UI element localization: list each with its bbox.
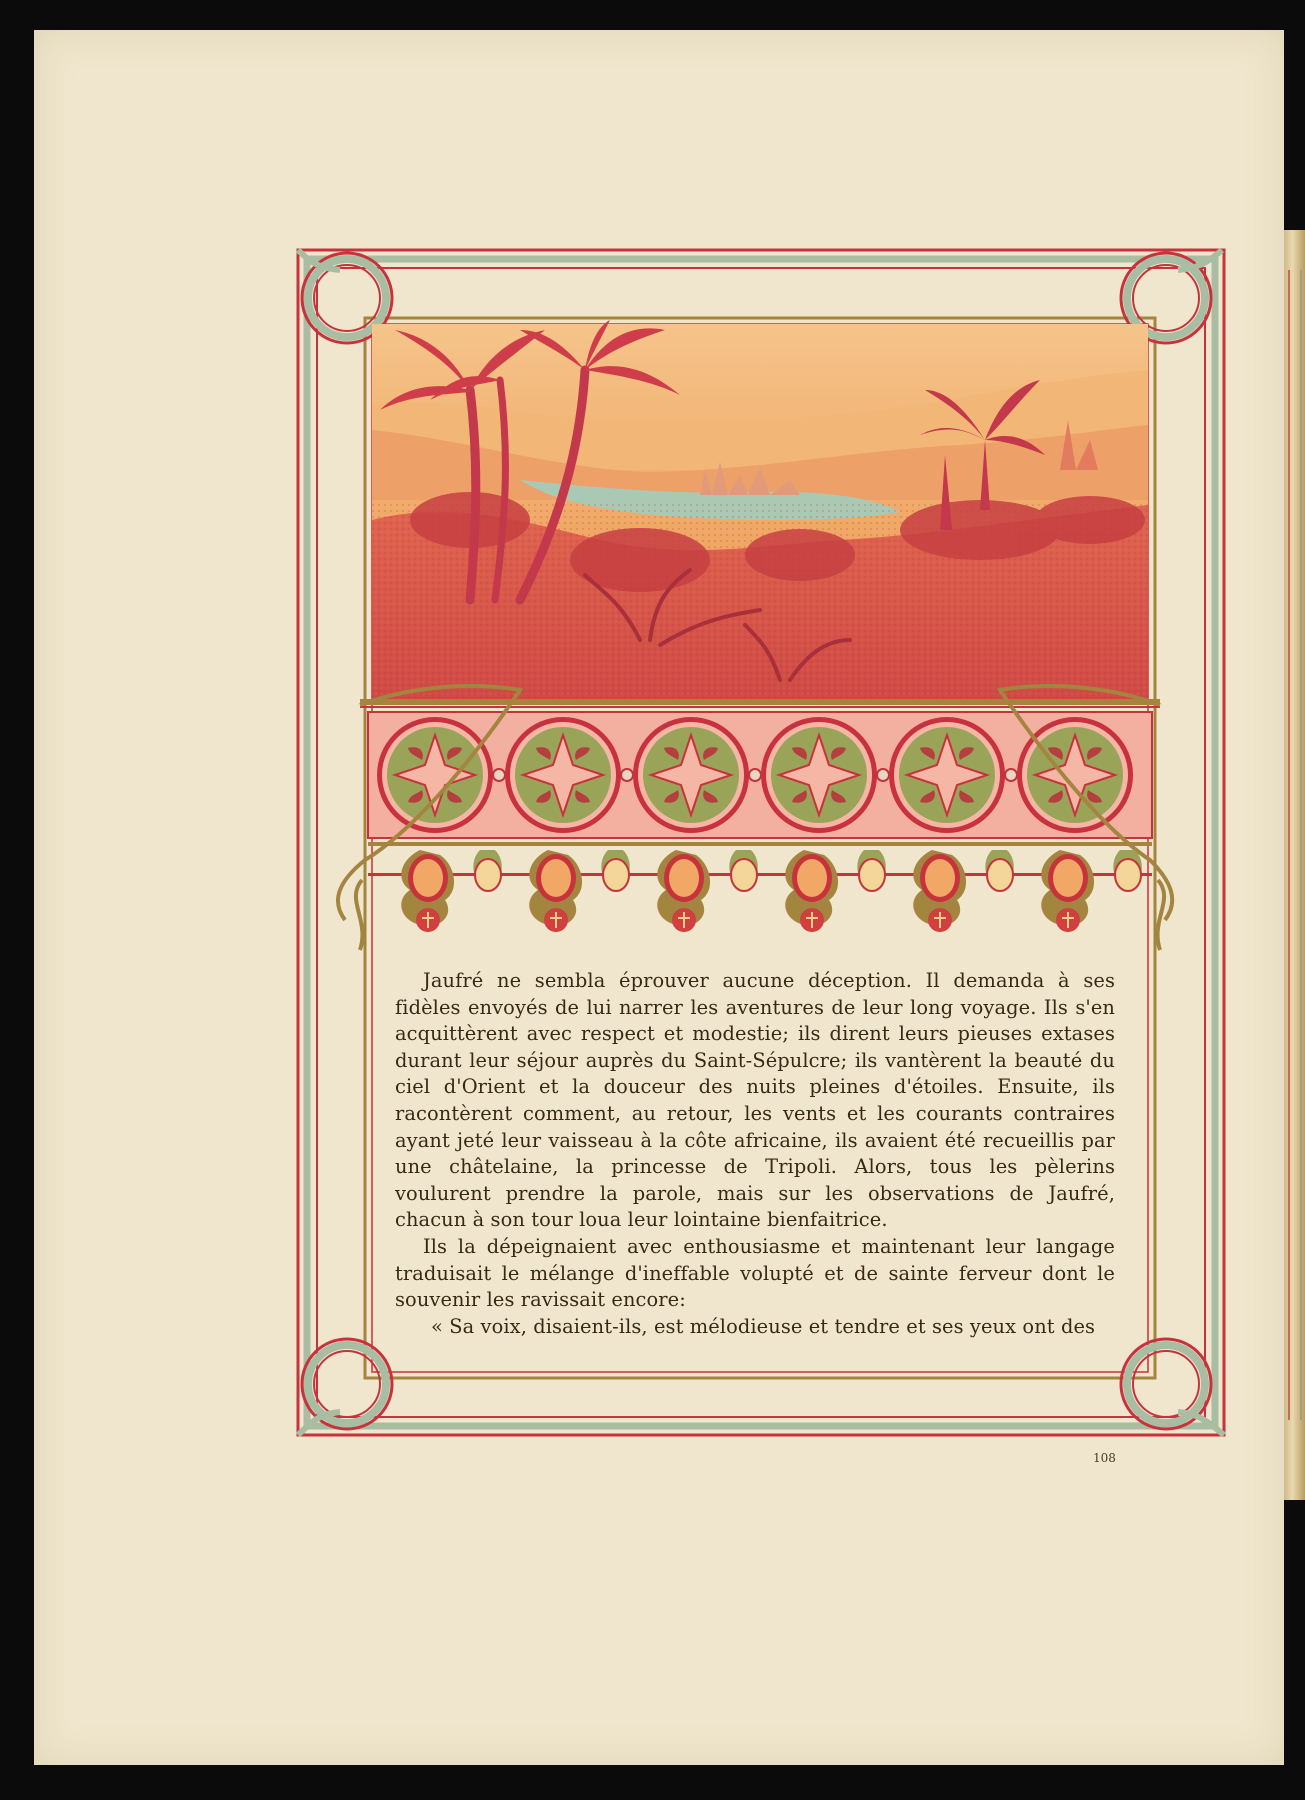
cross-medallion-band	[368, 712, 1152, 838]
body-text	[395, 968, 1115, 1340]
page-number: 108	[1093, 1451, 1116, 1465]
landscape-illustration	[372, 320, 1148, 699]
paragraph-1: Jaufré ne sembla éprouver aucune déception. Il demanda à ses fidèles envoyés de lui narrer les aventures de leur long voyage. Ils s'en acquittèrent avec respect et modestie; ils dirent leurs pieuses extases durant leur séjour auprès du Saint-Sépulcre; ils vantèrent la beauté du ciel d'Orient et la douceur des nuits pleines d'étoiles. Ensuite, ils racontèrent comment, au retour, les vents et les courants contraires ayant jeté leur vaisseau à la côte africaine, ils avaient été recueillis par une châtelaine, la princesse de Tripoli. Alors, tous les pèlerins voulurent prendre la parole, mais sur les observations de Jaufré, chacun à son tour loua leur lointaine bienfaitrice.	[395, 969, 1115, 1232]
paragraph-3: « Sa voix, disaient-ils, est mélodieuse et tendre et ses yeux ont des	[431, 1314, 1096, 1338]
paragraph-2: Ils la dépeignaient avec enthousiasme et maintenant leur langage traduisait le mélange d'ineffable volupté et de sainte ferveur dont le souvenir les ravissait encore:	[395, 1234, 1115, 1312]
pendant-fruit-fringe	[368, 842, 1152, 932]
